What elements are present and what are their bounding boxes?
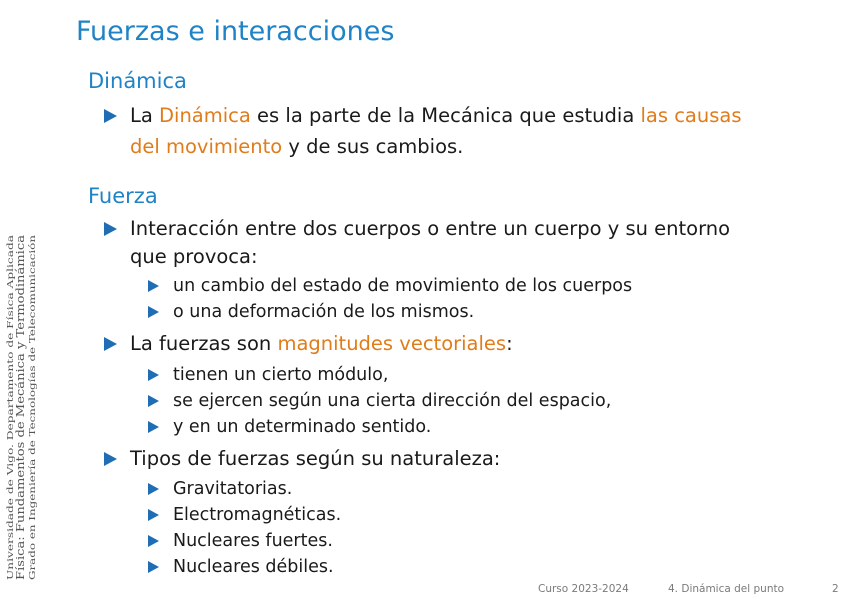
list-item-dinamica-line2	[130, 131, 463, 162]
sub-item: Gravitatorias.	[173, 479, 293, 499]
text-segment: La fuerzas son	[130, 332, 278, 355]
block-title-dinamica: Dinámica	[88, 69, 187, 93]
text-segment: y de sus cambios.	[282, 135, 464, 158]
block-title-fuerza: Fuerza	[88, 184, 158, 208]
sub-item: Electromagnéticas.	[173, 505, 342, 525]
list-item-interaccion-line2: que provoca:	[130, 245, 258, 268]
highlight-text: las causas	[640, 104, 742, 127]
sub-bullet-icon	[148, 280, 159, 292]
sub-item: Nucleares débiles.	[173, 557, 334, 577]
page-title: Fuerzas e interacciones	[76, 16, 395, 47]
sidebar-svg	[0, 0, 40, 600]
bullet-icon	[104, 452, 117, 466]
sub-bullet-icon	[148, 509, 159, 521]
sidebar-vertical-text	[0, 0, 40, 600]
highlight-text: del movimiento	[130, 135, 283, 158]
highlight-text: Dinámica	[159, 104, 251, 127]
sidebar-line1: Universidade de Vigo. Departamento de Física Aplicada	[5, 347, 15, 580]
footer-section: 4. Dinámica del punto	[668, 583, 785, 595]
sub-bullet-icon	[148, 421, 159, 433]
bullet-icon	[104, 337, 117, 351]
sub-bullet-icon	[148, 306, 159, 318]
sub-bullet-icon	[148, 483, 159, 495]
sidebar-line3: Grado en Ingeniería de Tecnologías de Telecomunicación	[27, 342, 37, 580]
sub-bullet-icon	[148, 369, 159, 381]
sub-item: un cambio del estado de movimiento de los cuerpos	[173, 276, 633, 296]
footer-course: Curso 2023-2024	[538, 583, 629, 595]
sub-item: se ejercen según una cierta dirección del espacio,	[173, 391, 612, 411]
highlight-text: magnitudes vectoriales	[277, 332, 507, 355]
sub-bullet-icon	[148, 535, 159, 547]
sidebar-line2: Física: Fundamentos de Mecánica y Termodinámica	[14, 289, 27, 580]
bullet-icon	[104, 222, 117, 236]
list-item-tipos: Tipos de fuerzas según su naturaleza:	[130, 447, 501, 470]
sub-item: o una deformación de los mismos.	[173, 302, 475, 322]
list-item-interaccion-line1: Interacción entre dos cuerpos o entre un cuerpo y su entorno	[130, 217, 731, 240]
text-segment: es la parte de la Mecánica que estudia	[250, 104, 641, 127]
sub-item: Nucleares fuertes.	[173, 531, 333, 551]
text-segment: :	[506, 332, 513, 355]
sub-bullet-icon	[148, 561, 159, 573]
list-item-vectoriales	[130, 328, 513, 359]
sub-item: tienen un cierto módulo,	[173, 365, 389, 385]
sub-bullet-icon	[148, 395, 159, 407]
text-segment: La	[130, 104, 160, 127]
sub-item: y en un determinado sentido.	[173, 417, 432, 437]
footer-page-number: 2	[832, 583, 839, 595]
list-item-dinamica-line1	[130, 100, 742, 131]
bullet-icon	[104, 109, 117, 123]
